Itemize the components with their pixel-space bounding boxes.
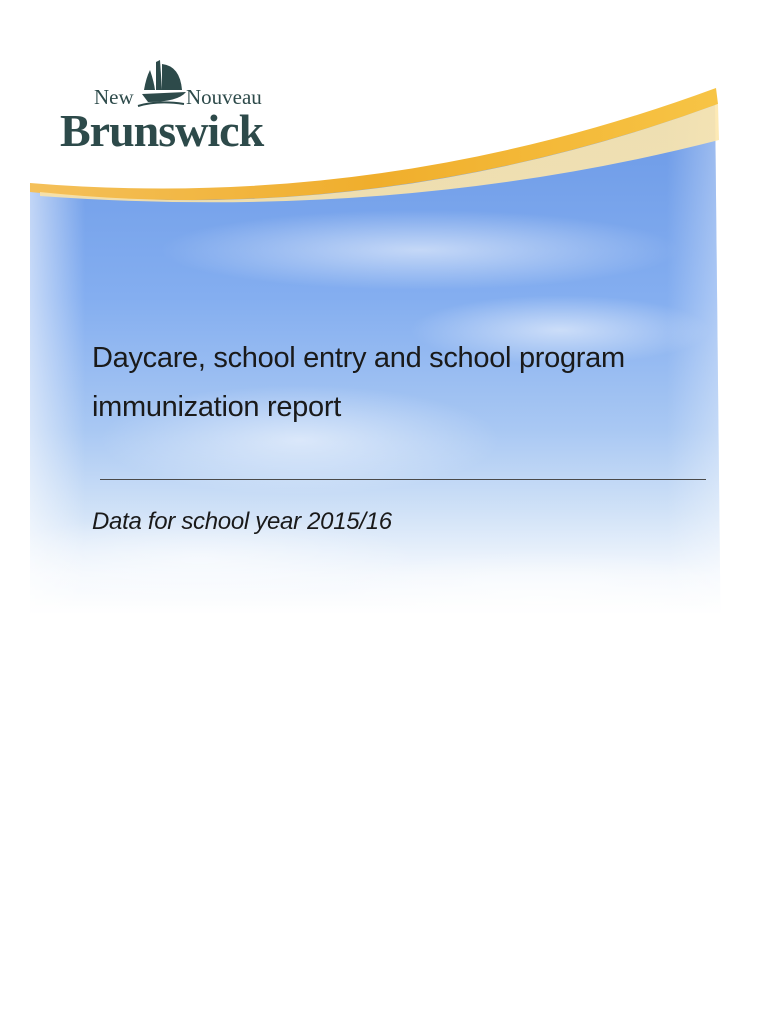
sailing-ship-icon bbox=[138, 60, 186, 106]
report-title-line-2: immunization report bbox=[92, 391, 341, 423]
logo-word-new: New bbox=[94, 85, 134, 109]
title-divider bbox=[100, 479, 706, 480]
report-title bbox=[92, 334, 692, 432]
logo-word-brunswick: Brunswick bbox=[60, 105, 264, 156]
new-brunswick-logo bbox=[58, 56, 328, 156]
report-title-line-1: Daycare, school entry and school program bbox=[92, 342, 625, 374]
report-subtitle: Data for school year 2015/16 bbox=[92, 508, 392, 535]
logo-word-nouveau: Nouveau bbox=[186, 85, 262, 109]
